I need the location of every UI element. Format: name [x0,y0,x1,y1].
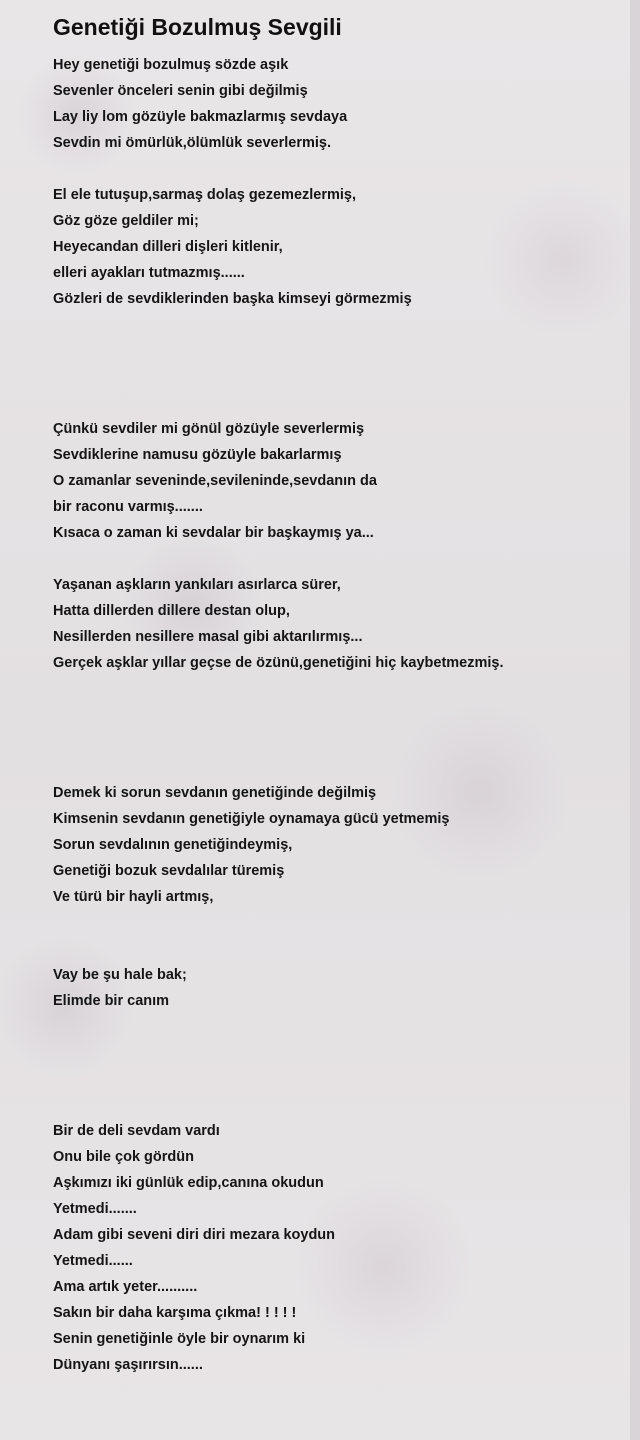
poem-line: Kimsenin sevdanın genetiğiyle oynamaya gücü yetmemiş [53,811,450,827]
poem-container [53,12,628,1378]
poem-line: Ama artık yeter.......... [53,1279,198,1295]
poem-line: Genetiği bozuk sevdalılar türemiş [53,863,285,879]
stanza-1 [53,52,628,156]
poem-line: Hey genetiği bozulmuş sözde aşık [53,57,289,73]
poem-line: Elimde bir canım [53,993,170,1009]
poem-line: Çünkü sevdiler mi gönül gözüyle severlermiş [53,421,365,437]
stanza-gap [53,156,628,182]
stanza-gap [53,910,628,962]
stanza-6 [53,962,628,1014]
stanza-gap [53,676,628,780]
poem-line: Bir de deli sevdam vardı [53,1123,220,1139]
poem-line: bir raconu varmış....... [53,499,203,515]
stanza-gap [53,546,628,572]
poem-line: Kısaca o zaman ki sevdalar bir başkaymış ya... [53,525,374,541]
poem-line: Göz göze geldiler mi; [53,213,199,229]
poem-line: Lay liy lom gözüyle bakmazlarmış sevdaya [53,109,348,125]
poem-line: Sakın bir daha karşıma çıkma! ! ! ! ! [53,1305,297,1321]
poem-line: O zamanlar seveninde,sevileninde,sevdanın da [53,473,377,489]
poem-line: Hatta dillerden dillere destan olup, [53,603,290,619]
poem-line: Sevenler önceleri senin gibi değilmiş [53,83,308,99]
poem-line: Sorun sevdalının genetiğindeymiş, [53,837,293,853]
poem-line: Yetmedi...... [53,1253,133,1269]
right-edge-strip [630,0,640,1440]
poem-line: Senin genetiğinle öyle bir oynarım ki [53,1331,306,1347]
poem-line: El ele tutuşup,sarmaş dolaş gezemezlermiş, [53,187,357,203]
poem-line: Sevdiklerine namusu gözüyle bakarlarmış [53,447,342,463]
stanza-4 [53,572,628,676]
poem-line: Dünyanı şaşırırsın...... [53,1357,203,1373]
poem-line: Yaşanan aşkların yankıları asırlarca sürer, [53,577,341,593]
poem-line: Nesillerden nesillere masal gibi aktarılırmış... [53,629,363,645]
poem-line: Heyecandan dilleri dişleri kitlenir, [53,239,283,255]
poem-line: Yetmedi....... [53,1201,137,1217]
poem-line: Demek ki sorun sevdanın genetiğinde değilmiş [53,785,377,801]
stanza-2 [53,182,628,312]
poem-line: elleri ayakları tutmazmış...... [53,265,245,281]
poem-line: Aşkımızı iki günlük edip,canına okudun [53,1175,324,1191]
poem-line: Adam gibi seveni diri diri mezara koydun [53,1227,336,1243]
stanza-7 [53,1118,628,1378]
poem-line: Ve türü bir hayli artmış, [53,889,214,905]
stanza-gap [53,312,628,416]
poem-line: Vay be şu hale bak; [53,967,187,983]
stanza-3 [53,416,628,546]
poem-line: Gözleri de sevdiklerinden başka kimseyi görmezmiş [53,291,412,307]
poem-line: Onu bile çok gördün [53,1149,194,1165]
stanza-5 [53,780,628,910]
poem-line: Sevdin mi ömürlük,ölümlük severlermiş. [53,135,332,151]
stanza-gap [53,1014,628,1118]
poem-title: Genetiği Bozulmuş Sevgili [53,14,342,40]
poem-line: Gerçek aşklar yıllar geçse de özünü,genetiğini hiç kaybetmezmiş. [53,655,504,671]
